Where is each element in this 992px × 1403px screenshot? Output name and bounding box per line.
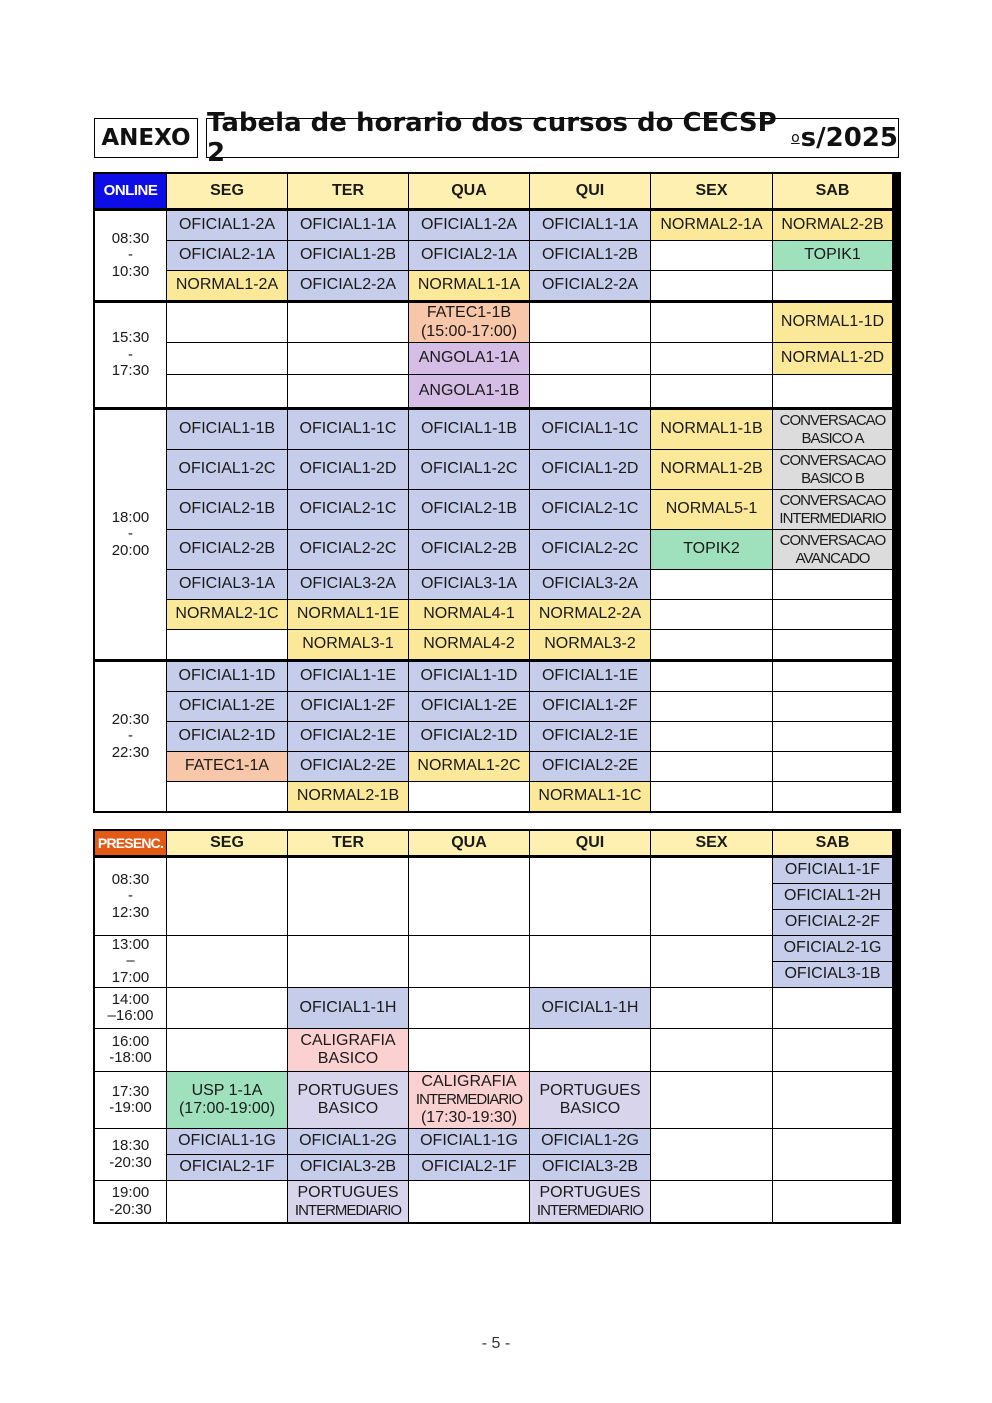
presencial-schedule-table: [93, 829, 901, 1224]
class-cell: OFICIAL1-2D: [530, 450, 650, 489]
class-cell: OFICIAL1-1G: [409, 1129, 529, 1154]
empty-cell: [651, 570, 772, 599]
class-name: FATEC1-1B: [426, 304, 512, 322]
empty-cell: [773, 570, 892, 599]
empty-cell: [773, 1072, 892, 1128]
class-cell: OFICIAL2-2A: [530, 271, 650, 300]
class-cell: OFICIAL2-2B: [409, 530, 529, 569]
header-sab: SAB: [773, 174, 892, 208]
header-qua: QUA: [409, 831, 529, 855]
empty-cell: [773, 1129, 892, 1180]
class-cell: [530, 1181, 650, 1222]
class-cell: NORMAL1-2A: [167, 271, 287, 300]
row-divider: [95, 301, 892, 302]
class-cell: OFICIAL1-1B: [167, 410, 287, 449]
empty-cell: [651, 303, 772, 342]
empty-cell: [651, 752, 772, 781]
empty-cell: [409, 1181, 529, 1222]
time-start: 16:00: [111, 1032, 150, 1050]
class-cell: OFICIAL1-2A: [409, 211, 529, 240]
class-cell: [288, 1029, 408, 1071]
class-cell: OFICIAL1-1D: [167, 662, 287, 691]
title-prefix: Tabela de horario dos cursos do CECSP 2: [207, 108, 777, 168]
time-dash: –: [126, 952, 135, 970]
empty-cell: [288, 343, 408, 374]
empty-cell: [167, 936, 287, 987]
time-start: 18:00: [111, 508, 150, 526]
class-cell: OFICIAL2-1E: [288, 722, 408, 751]
class-cell: NORMAL3-2: [530, 630, 650, 659]
class-line: AVANCADO: [795, 549, 870, 567]
class-cell: OFICIAL1-1F: [773, 858, 892, 883]
empty-cell: [409, 858, 529, 935]
class-cell: NORMAL5-1: [651, 490, 772, 529]
class-cell: OFICIAL2-1B: [409, 490, 529, 529]
time-end: -20:30: [109, 1200, 152, 1218]
class-cell: OFICIAL1-1H: [530, 988, 650, 1028]
header-sex: SEX: [651, 831, 772, 855]
class-cell: OFICIAL3-2B: [530, 1155, 650, 1180]
time-end: 17:30: [111, 362, 150, 380]
header-ter: TER: [288, 831, 408, 855]
class-cell: OFICIAL1-1E: [288, 662, 408, 691]
class-cell: OFICIAL2-1B: [167, 490, 287, 529]
time-slot: [95, 410, 166, 659]
time-end: 17:00: [111, 968, 150, 986]
time-start: 15:30: [111, 329, 150, 347]
empty-cell: [773, 630, 892, 659]
empty-cell: [651, 343, 772, 374]
class-cell: OFICIAL2-1A: [409, 241, 529, 270]
header-sab: SAB: [773, 831, 892, 855]
class-cell: OFICIAL2-1C: [530, 490, 650, 529]
class-cell: OFICIAL3-1A: [167, 570, 287, 599]
class-cell: NORMAL2-1A: [651, 211, 772, 240]
time-end: -19:00: [109, 1099, 152, 1116]
class-cell: NORMAL1-1E: [288, 600, 408, 629]
class-cell: OFICIAL3-1A: [409, 570, 529, 599]
page-number: - 5 -: [481, 1335, 511, 1352]
class-cell: OFICIAL2-1F: [167, 1155, 287, 1180]
empty-cell: [651, 936, 772, 987]
time-slot: [95, 936, 166, 987]
time-start: 08:30: [111, 229, 150, 247]
class-cell: TOPIK1: [773, 241, 892, 270]
class-cell: OFICIAL3-2A: [530, 570, 650, 599]
time-start: 19:00: [111, 1184, 150, 1201]
empty-cell: [530, 375, 650, 407]
class-line: INTERMEDIARIO: [415, 1091, 523, 1109]
empty-cell: [167, 375, 287, 407]
empty-cell: [530, 343, 650, 374]
class-cell: OFICIAL1-2G: [530, 1129, 650, 1154]
class-line: PORTUGUES: [539, 1183, 641, 1201]
empty-cell: [773, 988, 892, 1028]
class-cell: NORMAL1-2D: [773, 343, 892, 374]
class-cell: NORMAL2-2B: [773, 211, 892, 240]
time-dash: -: [128, 246, 133, 264]
time-start: 20:30: [111, 710, 150, 728]
empty-cell: [651, 241, 772, 270]
title-ordinal: o: [791, 130, 800, 146]
class-cell: ANGOLA1-1A: [409, 343, 529, 374]
class-cell: OFICIAL1-2C: [167, 450, 287, 489]
empty-cell: [167, 630, 287, 659]
class-cell: [530, 1072, 650, 1128]
class-cell: NORMAL2-1B: [288, 782, 408, 811]
time-dash: -: [128, 727, 133, 745]
class-cell: [773, 490, 892, 529]
class-line: (17:30-19:30): [420, 1108, 518, 1126]
class-cell: OFICIAL1-1A: [288, 211, 408, 240]
class-cell: ANGOLA1-1B: [409, 375, 529, 407]
empty-cell: [651, 271, 772, 300]
class-cell: OFICIAL1-2E: [167, 692, 287, 721]
class-cell: NORMAL1-1B: [651, 410, 772, 449]
time-end: 22:30: [111, 743, 150, 761]
empty-cell: [167, 1029, 287, 1071]
class-cell: [288, 1181, 408, 1222]
empty-cell: [773, 782, 892, 811]
header-seg: SEG: [167, 174, 287, 208]
class-line: CONVERSACAO: [779, 492, 886, 510]
empty-cell: [651, 1029, 772, 1071]
class-cell: NORMAL1-1A: [409, 271, 529, 300]
class-cell: OFICIAL3-1B: [773, 962, 892, 987]
class-cell: OFICIAL1-2E: [409, 692, 529, 721]
presencial-label: PRESENC.: [95, 831, 166, 855]
class-cell: [773, 410, 892, 449]
class-cell: OFICIAL2-1D: [409, 722, 529, 751]
time-slot: [95, 1129, 166, 1180]
time-slot: [95, 303, 166, 407]
row-divider: [95, 660, 892, 661]
empty-cell: [530, 303, 650, 342]
class-line: CONVERSACAO: [779, 412, 886, 430]
time-end: -18:00: [109, 1049, 152, 1066]
row-divider: [95, 408, 892, 409]
class-cell: OFICIAL1-2F: [288, 692, 408, 721]
class-line: BASICO: [559, 1100, 621, 1117]
class-line: (17:00-19:00): [178, 1100, 276, 1117]
empty-cell: [530, 936, 650, 987]
class-cell: NORMAL2-1C: [167, 600, 287, 629]
class-cell: OFICIAL1-1A: [530, 211, 650, 240]
empty-cell: [288, 375, 408, 407]
empty-cell: [530, 1029, 650, 1071]
class-cell: OFICIAL1-1H: [288, 988, 408, 1028]
class-cell: OFICIAL2-1F: [409, 1155, 529, 1180]
class-line: CALIGRAFIA: [421, 1072, 517, 1090]
empty-cell: [773, 375, 892, 407]
class-cell: OFICIAL1-1C: [530, 410, 650, 449]
class-cell: [409, 1072, 529, 1128]
class-cell: OFICIAL1-1D: [409, 662, 529, 691]
empty-cell: [167, 343, 287, 374]
class-cell: [773, 450, 892, 489]
empty-cell: [409, 782, 529, 811]
empty-cell: [167, 303, 287, 342]
class-cell: NORMAL3-1: [288, 630, 408, 659]
class-cell: NORMAL2-2A: [530, 600, 650, 629]
empty-cell: [167, 988, 287, 1028]
class-cell: TOPIK2: [651, 530, 772, 569]
empty-cell: [651, 662, 772, 691]
class-cell: OFICIAL2-1E: [530, 722, 650, 751]
class-cell: [773, 530, 892, 569]
empty-cell: [651, 858, 772, 935]
empty-cell: [651, 1072, 772, 1128]
empty-cell: [773, 752, 892, 781]
class-cell: OFICIAL2-2B: [167, 530, 287, 569]
empty-cell: [651, 375, 772, 407]
empty-cell: [409, 988, 529, 1028]
empty-cell: [651, 1181, 772, 1222]
empty-cell: [651, 600, 772, 629]
empty-cell: [167, 858, 287, 935]
time-start: 13:00: [111, 936, 150, 953]
row-divider: [95, 209, 892, 210]
time-end: 20:00: [111, 541, 150, 559]
time-end: –16:00: [107, 1007, 154, 1024]
class-cell: OFICIAL2-2F: [773, 910, 892, 935]
class-cell: OFICIAL2-1G: [773, 936, 892, 961]
time-end: -20:30: [109, 1153, 152, 1171]
empty-cell: [288, 858, 408, 935]
time-start: 17:30: [111, 1082, 150, 1100]
empty-cell: [651, 692, 772, 721]
class-cell: OFICIAL1-2G: [288, 1129, 408, 1154]
class-cell: OFICIAL2-2C: [530, 530, 650, 569]
class-cell: OFICIAL2-2A: [288, 271, 408, 300]
class-cell: OFICIAL1-2A: [167, 211, 287, 240]
class-cell: OFICIAL1-2F: [530, 692, 650, 721]
time-start: 14:00: [111, 990, 150, 1008]
empty-cell: [530, 858, 650, 935]
class-cell: NORMAL1-2B: [651, 450, 772, 489]
empty-cell: [773, 1181, 892, 1222]
empty-cell: [651, 1129, 772, 1180]
empty-cell: [409, 936, 529, 987]
header-sex: SEX: [651, 174, 772, 208]
class-cell: OFICIAL2-2C: [288, 530, 408, 569]
time-slot: [95, 988, 166, 1028]
class-cell: OFICIAL1-1E: [530, 662, 650, 691]
header-qui: QUI: [530, 174, 650, 208]
class-cell: OFICIAL1-1G: [167, 1129, 287, 1154]
empty-cell: [651, 782, 772, 811]
class-cell: NORMAL1-1D: [773, 303, 892, 342]
class-line: CALIGRAFIA: [300, 1031, 396, 1049]
empty-cell: [167, 782, 287, 811]
time-slot: [95, 858, 166, 935]
empty-cell: [288, 303, 408, 342]
class-cell: OFICIAL2-1A: [167, 241, 287, 270]
time-slot: [95, 662, 166, 811]
class-cell: OFICIAL1-2C: [409, 450, 529, 489]
time-start: 08:30: [111, 870, 150, 888]
class-cell: OFICIAL2-1D: [167, 722, 287, 751]
row-divider: [95, 856, 892, 857]
header-seg: SEG: [167, 831, 287, 855]
class-cell: OFICIAL3-2A: [288, 570, 408, 599]
empty-cell: [773, 662, 892, 691]
class-line: BASICO A: [801, 429, 864, 447]
class-cell: [288, 1072, 408, 1128]
class-cell: OFICIAL1-2D: [288, 450, 408, 489]
title-suffix: s/2025: [800, 123, 898, 153]
empty-cell: [773, 722, 892, 751]
class-line: BASICO: [317, 1100, 379, 1117]
online-schedule-table: [93, 172, 901, 813]
empty-cell: [773, 271, 892, 300]
empty-cell: [773, 600, 892, 629]
class-cell: OFICIAL1-1C: [288, 410, 408, 449]
empty-cell: [651, 988, 772, 1028]
class-cell: OFICIAL3-2B: [288, 1155, 408, 1180]
time-slot: [95, 1029, 166, 1071]
class-line: INTERMEDIARIO: [536, 1202, 644, 1220]
class-cell: OFICIAL2-2E: [288, 752, 408, 781]
class-cell: OFICIAL2-2E: [530, 752, 650, 781]
class-line: PORTUGUES: [297, 1183, 399, 1201]
time-end: 10:30: [111, 262, 150, 280]
class-cell: OFICIAL2-1C: [288, 490, 408, 529]
time-slot: [95, 211, 166, 300]
class-line: CONVERSACAO: [779, 532, 886, 550]
time-slot: [95, 1181, 166, 1222]
time-start: 18:30: [111, 1137, 150, 1154]
class-line: PORTUGUES: [539, 1081, 641, 1099]
class-cell: [409, 303, 529, 342]
time-dash: -: [128, 345, 133, 363]
class-cell: FATEC1-1A: [167, 752, 287, 781]
class-cell: OFICIAL1-1B: [409, 410, 529, 449]
class-line: BASICO B: [801, 469, 864, 487]
empty-cell: [167, 1181, 287, 1222]
class-time: (15:00-17:00): [420, 322, 518, 340]
class-cell: NORMAL4-2: [409, 630, 529, 659]
online-label: ONLINE: [95, 174, 166, 208]
empty-cell: [288, 936, 408, 987]
empty-cell: [773, 1029, 892, 1071]
class-cell: NORMAL1-2C: [409, 752, 529, 781]
time-slot: [95, 1072, 166, 1128]
class-line: BASICO: [317, 1050, 379, 1067]
empty-cell: [773, 692, 892, 721]
empty-cell: [409, 1029, 529, 1071]
class-line: INTERMEDIARIO: [294, 1202, 402, 1220]
class-cell: [167, 1072, 287, 1128]
anexo-label: ANEXO: [94, 118, 198, 158]
time-end: 12:30: [111, 903, 150, 921]
class-line: PORTUGUES: [297, 1081, 399, 1099]
header-ter: TER: [288, 174, 408, 208]
class-cell: OFICIAL1-2B: [530, 241, 650, 270]
class-cell: OFICIAL1-2H: [773, 884, 892, 909]
empty-cell: [651, 722, 772, 751]
page-title: [206, 108, 899, 168]
time-dash: -: [128, 525, 133, 543]
class-cell: NORMAL4-1: [409, 600, 529, 629]
class-line: CONVERSACAO: [779, 452, 886, 470]
header-qui: QUI: [530, 831, 650, 855]
header-qua: QUA: [409, 174, 529, 208]
class-line: USP 1-1A: [191, 1081, 263, 1099]
empty-cell: [651, 630, 772, 659]
class-cell: OFICIAL1-2B: [288, 241, 408, 270]
class-line: INTERMEDIARIO: [779, 509, 886, 527]
time-dash: -: [128, 887, 133, 905]
class-cell: NORMAL1-1C: [530, 782, 650, 811]
